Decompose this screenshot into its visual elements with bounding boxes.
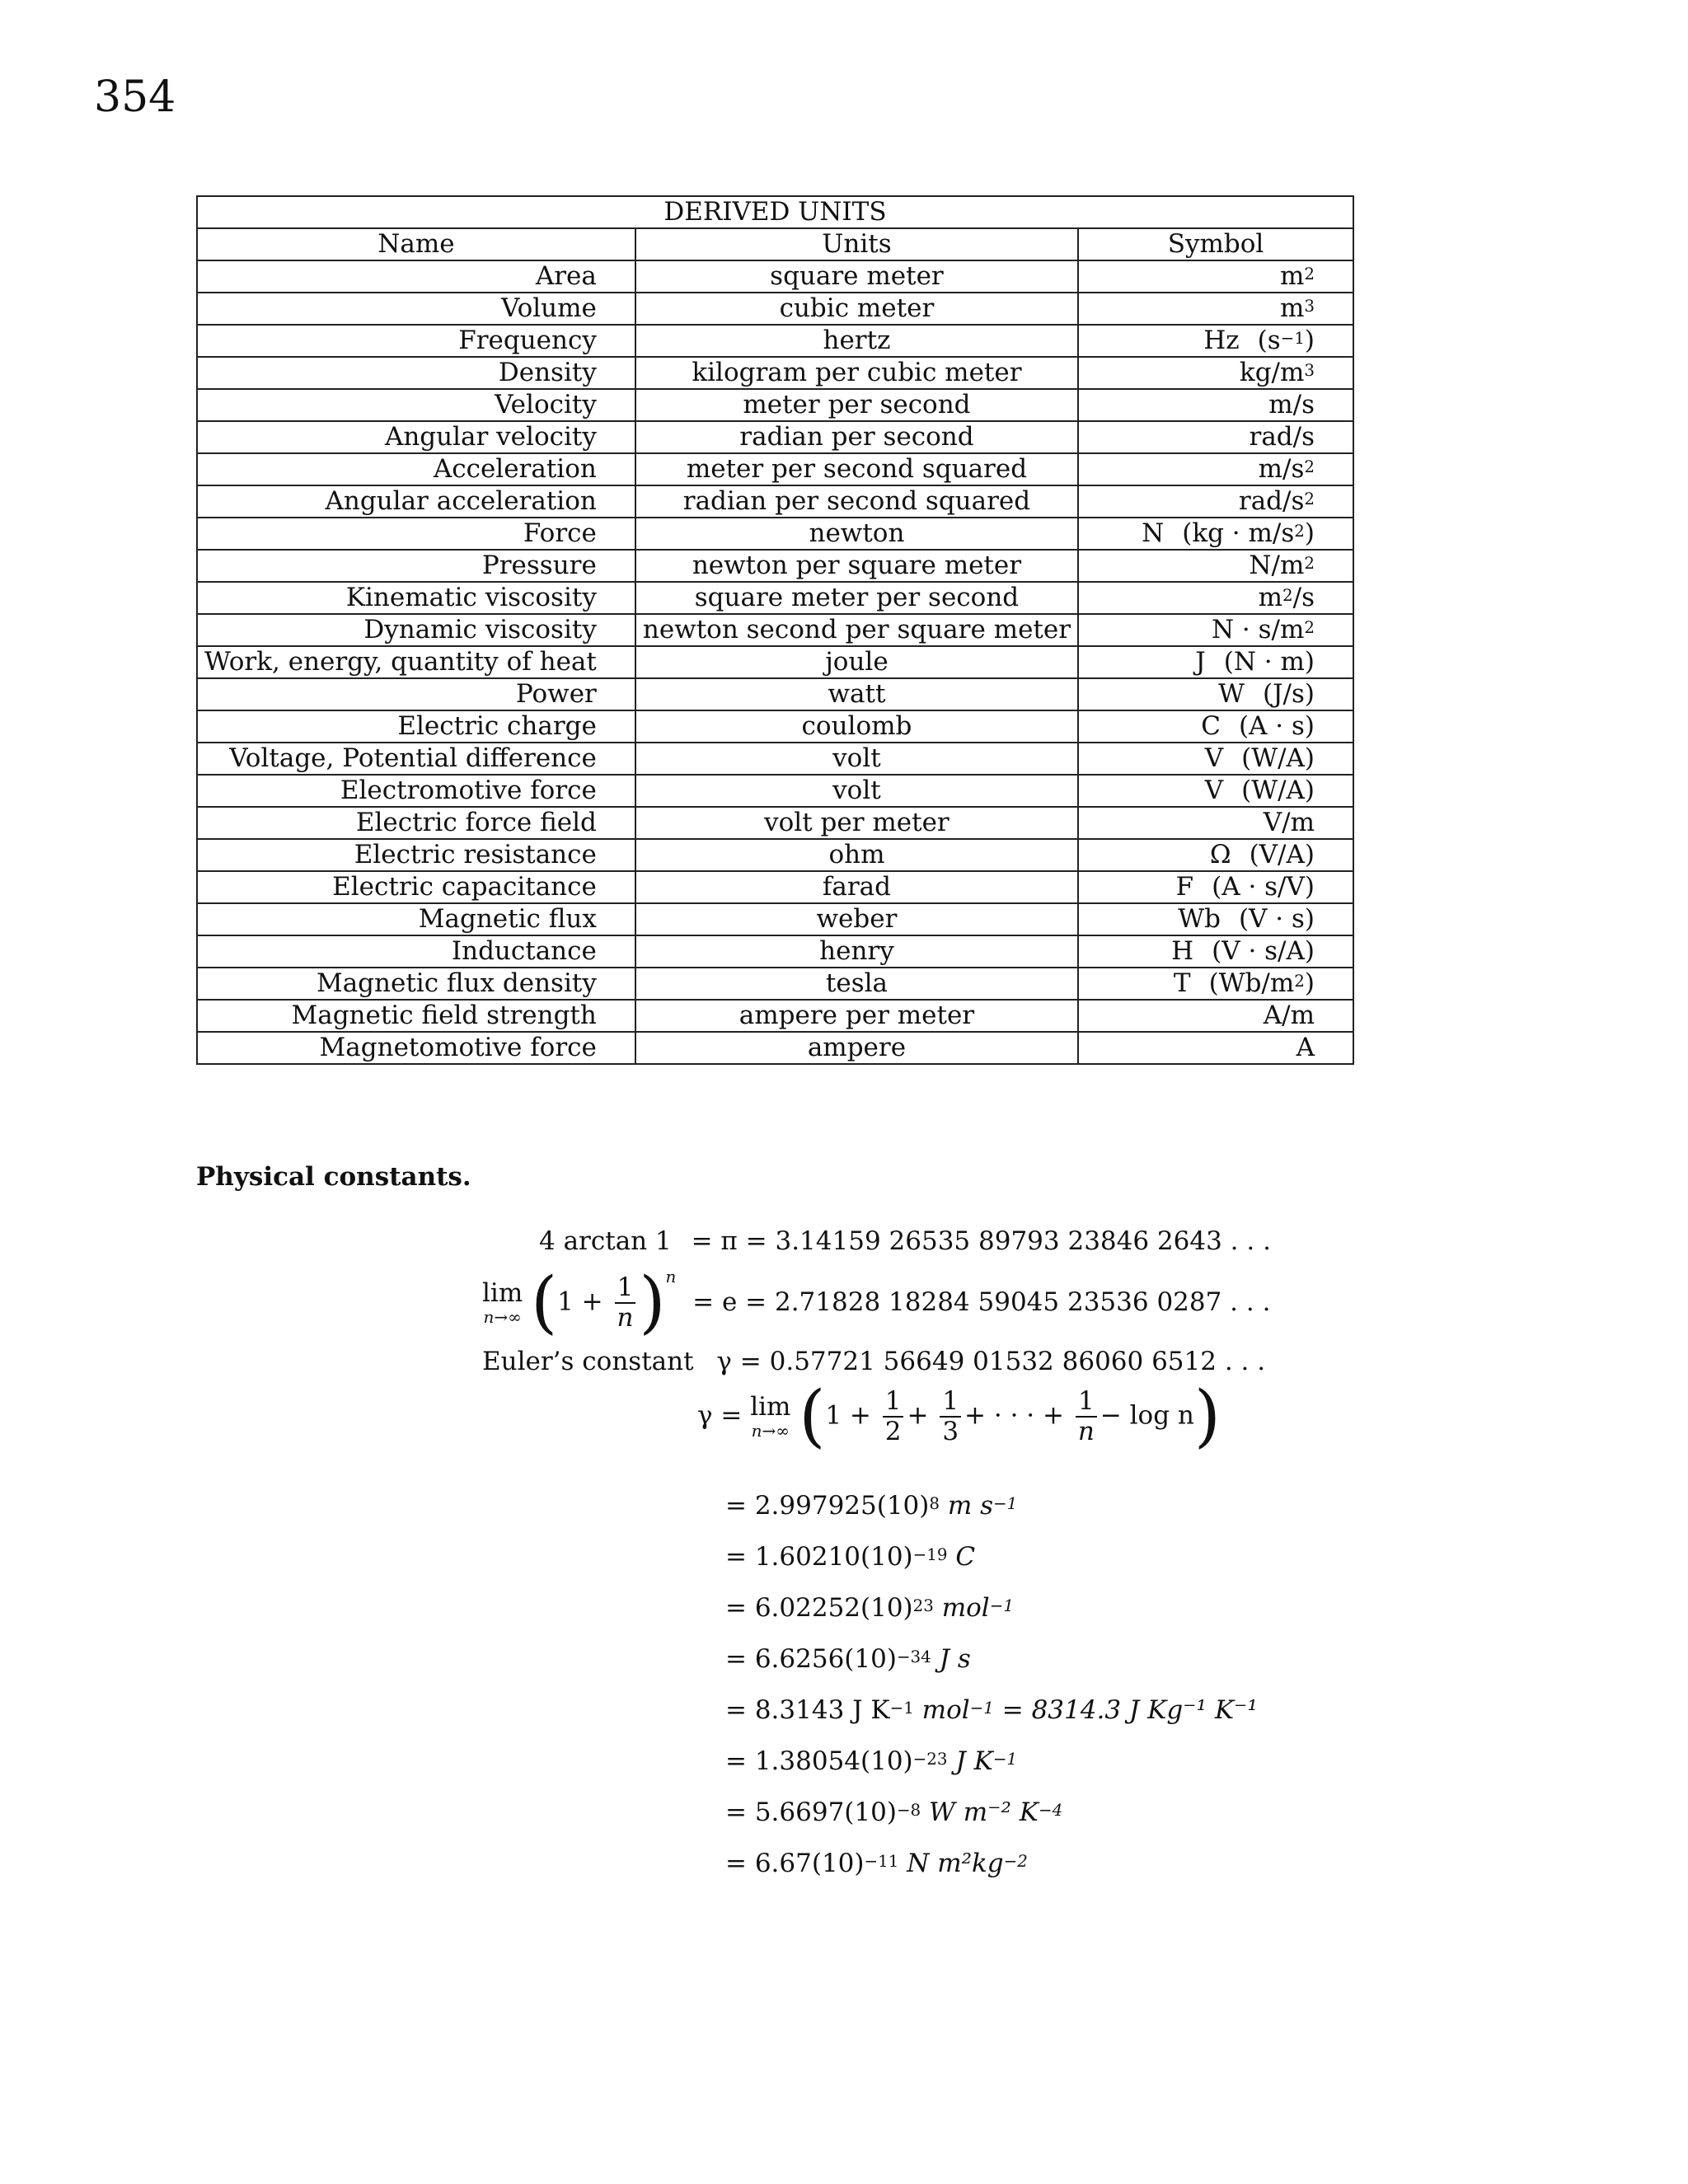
symbol-short: C bbox=[1201, 711, 1221, 741]
value-text: = 8.3143 J K bbox=[725, 1695, 890, 1725]
unit-symbol bbox=[1078, 1000, 1353, 1032]
gamma-limit-equation bbox=[697, 1377, 1221, 1455]
unit-name: Work, energy, quantity of heat bbox=[197, 646, 635, 678]
unit-symbol bbox=[1078, 293, 1353, 325]
pi-lhs: 4 arctan 1 bbox=[539, 1226, 672, 1256]
table-row bbox=[197, 807, 1353, 839]
unit-units: square meter bbox=[635, 260, 1078, 293]
constant-value bbox=[725, 1488, 1017, 1524]
symbol-main: (V · s) bbox=[1238, 904, 1315, 934]
unit-name: Acceleration bbox=[197, 453, 635, 485]
unit-name: Area bbox=[197, 260, 635, 293]
close-paren: ) bbox=[1193, 1377, 1221, 1455]
symbol-main: (s bbox=[1257, 326, 1281, 355]
close-paren: ) bbox=[639, 1263, 666, 1342]
unit-text: J s bbox=[931, 1644, 971, 1674]
page-number: 354 bbox=[94, 73, 176, 122]
one-half bbox=[883, 1387, 904, 1446]
value-exponent: −34 bbox=[896, 1647, 931, 1667]
symbol-short: T bbox=[1173, 968, 1191, 998]
value-exponent: −8 bbox=[896, 1801, 921, 1821]
unit-units: kilogram per cubic meter bbox=[635, 357, 1078, 389]
unit-name: Electric resistance bbox=[197, 839, 635, 871]
header-symbol: Symbol bbox=[1078, 228, 1353, 260]
table-row bbox=[197, 582, 1353, 614]
lim-text: lim bbox=[482, 1278, 523, 1308]
symbol-main: m/s bbox=[1258, 454, 1305, 484]
unit-symbol bbox=[1078, 903, 1353, 935]
frac-numerator: 1 bbox=[615, 1273, 636, 1304]
unit-exponent: −4 bbox=[1038, 1801, 1063, 1821]
unit-units: square meter per second bbox=[635, 582, 1078, 614]
e-equation bbox=[482, 1263, 1271, 1342]
table-row bbox=[197, 968, 1353, 1000]
table-row bbox=[197, 260, 1353, 293]
table-row bbox=[197, 903, 1353, 935]
symbol-main: (kg · m/s bbox=[1182, 518, 1295, 548]
unit-name: Velocity bbox=[197, 389, 635, 421]
physical-constants-heading: Physical constants. bbox=[196, 1162, 471, 1192]
frac-numerator: 1 bbox=[1076, 1387, 1097, 1418]
unit-symbol bbox=[1078, 550, 1353, 582]
unit-symbol bbox=[1078, 582, 1353, 614]
symbol-short: F bbox=[1175, 872, 1194, 902]
symbol-main: (N · m) bbox=[1223, 647, 1315, 677]
table-row bbox=[197, 775, 1353, 807]
unit-units: weber bbox=[635, 903, 1078, 935]
table-row bbox=[197, 389, 1353, 421]
symbol-exponent: 2 bbox=[1304, 490, 1315, 509]
symbol-main: (A · s/V) bbox=[1212, 872, 1315, 902]
one-plus: 1 + bbox=[825, 1400, 871, 1431]
symbol-short: Hz bbox=[1203, 326, 1240, 355]
symbol-tail: ) bbox=[1304, 326, 1315, 355]
unit-name: Dynamic viscosity bbox=[197, 614, 635, 646]
euler-constant-line bbox=[482, 1349, 1265, 1375]
table-row bbox=[197, 871, 1353, 903]
pi-rhs: = π = 3.14159 26535 89793 23846 2643 . . . bbox=[691, 1226, 1271, 1256]
derived-units-table bbox=[196, 195, 1354, 1065]
unit-units: cubic meter bbox=[635, 293, 1078, 325]
symbol-main: (A · s) bbox=[1238, 711, 1315, 741]
symbol-main: (V/A) bbox=[1249, 840, 1315, 869]
frac-denominator: 2 bbox=[884, 1417, 902, 1446]
table-row bbox=[197, 550, 1353, 582]
unit-symbol bbox=[1078, 775, 1353, 807]
unit-name: Angular velocity bbox=[197, 421, 635, 453]
symbol-tail: ) bbox=[1304, 968, 1315, 998]
symbol-tail: ) bbox=[1304, 518, 1315, 548]
unit-units: joule bbox=[635, 646, 1078, 678]
unit-symbol bbox=[1078, 646, 1353, 678]
gamma-limit bbox=[750, 1394, 790, 1439]
unit-units: ohm bbox=[635, 839, 1078, 871]
symbol-exponent: 2 bbox=[1282, 586, 1293, 606]
unit-units: meter per second bbox=[635, 389, 1078, 421]
unit-units: newton per square meter bbox=[635, 550, 1078, 582]
unit-symbol bbox=[1078, 839, 1353, 871]
symbol-exponent: 2 bbox=[1294, 972, 1305, 991]
value-text: = 6.67(10) bbox=[725, 1849, 865, 1878]
unit-name: Magnetic flux density bbox=[197, 968, 635, 1000]
symbol-short: H bbox=[1171, 936, 1194, 966]
table-row bbox=[197, 614, 1353, 646]
unit-symbol bbox=[1078, 260, 1353, 293]
symbol-main: m bbox=[1258, 583, 1283, 612]
symbol-main: (W/A) bbox=[1241, 743, 1315, 773]
symbol-exponent: 2 bbox=[1304, 618, 1315, 638]
unit-units: meter per second squared bbox=[635, 453, 1078, 485]
symbol-main: A/m bbox=[1263, 1001, 1315, 1030]
symbol-exponent: −1 bbox=[1280, 329, 1305, 349]
one-plus: 1 + bbox=[557, 1286, 603, 1317]
unit-symbol bbox=[1078, 710, 1353, 743]
table-row bbox=[197, 1000, 1353, 1032]
open-paren: ( bbox=[531, 1263, 558, 1342]
euler-value: γ = 0.57721 56649 01532 86060 6512 . . . bbox=[716, 1347, 1266, 1376]
symbol-main: m/s bbox=[1268, 390, 1315, 419]
unit-name: Force bbox=[197, 518, 635, 550]
symbol-exponent: 3 bbox=[1304, 361, 1315, 381]
plus-sign: + bbox=[907, 1400, 929, 1431]
unit-name: Angular acceleration bbox=[197, 485, 635, 518]
series-ellipsis: + · · · + bbox=[964, 1400, 1064, 1431]
unit-name: Pressure bbox=[197, 550, 635, 582]
symbol-main: m bbox=[1279, 261, 1305, 291]
constant-value bbox=[725, 1692, 1258, 1728]
table-caption: DERIVED UNITS bbox=[197, 196, 1353, 228]
symbol-exponent: 2 bbox=[1304, 265, 1315, 284]
unit-symbol bbox=[1078, 614, 1353, 646]
frac-numerator: 1 bbox=[940, 1387, 961, 1418]
symbol-main: rad/s bbox=[1249, 422, 1315, 452]
constant-value bbox=[725, 1845, 1028, 1882]
unit-symbol bbox=[1078, 389, 1353, 421]
unit-name: Power bbox=[197, 678, 635, 710]
symbol-short: Ω bbox=[1209, 840, 1231, 869]
unit-name: Magnetic field strength bbox=[197, 1000, 635, 1032]
lim-text: lim bbox=[750, 1392, 791, 1422]
value-exponent: −1 bbox=[889, 1699, 914, 1718]
unit-symbol bbox=[1078, 325, 1353, 357]
unit-name: Electric force field bbox=[197, 807, 635, 839]
unit-text: W m⁻² K bbox=[921, 1797, 1039, 1827]
table-row bbox=[197, 357, 1353, 389]
unit-symbol bbox=[1078, 968, 1353, 1000]
unit-name: Magnetomotive force bbox=[197, 1032, 635, 1064]
pi-equation bbox=[539, 1226, 1271, 1256]
value-exponent: −19 bbox=[912, 1545, 948, 1565]
unit-exponent: −1 bbox=[969, 1699, 994, 1718]
unit-text: J K bbox=[947, 1746, 993, 1776]
unit-symbol bbox=[1078, 421, 1353, 453]
unit-text: C bbox=[947, 1542, 976, 1572]
symbol-main: rad/s bbox=[1238, 486, 1305, 516]
unit-units: volt per meter bbox=[635, 807, 1078, 839]
table-row bbox=[197, 485, 1353, 518]
table-row bbox=[197, 743, 1353, 775]
one-over-n bbox=[1076, 1387, 1097, 1446]
unit-name: Inductance bbox=[197, 935, 635, 968]
table-row bbox=[197, 293, 1353, 325]
symbol-main: (Wb/m bbox=[1208, 968, 1295, 998]
gamma-lhs: γ = bbox=[697, 1400, 743, 1431]
unit-name: Electric capacitance bbox=[197, 871, 635, 903]
table-row bbox=[197, 646, 1353, 678]
value-text: = 1.60210(10) bbox=[725, 1542, 913, 1572]
value-exponent: 23 bbox=[912, 1596, 934, 1616]
frac-numerator: 1 bbox=[883, 1387, 904, 1418]
unit-units: ampere bbox=[635, 1032, 1078, 1064]
unit-units: farad bbox=[635, 871, 1078, 903]
unit-name: Magnetic flux bbox=[197, 903, 635, 935]
symbol-main: N · s/m bbox=[1211, 615, 1305, 644]
unit-units: volt bbox=[635, 775, 1078, 807]
unit-exponent: −2 bbox=[1003, 1852, 1028, 1872]
table-row bbox=[197, 1032, 1353, 1064]
symbol-short: V bbox=[1204, 776, 1224, 805]
unit-exponent: −1 bbox=[993, 1494, 1018, 1514]
unit-text: mol bbox=[933, 1593, 990, 1623]
unit-units: ampere per meter bbox=[635, 1000, 1078, 1032]
header-name: Name bbox=[197, 228, 635, 260]
constant-value bbox=[725, 1539, 975, 1575]
unit-name: Electromotive force bbox=[197, 775, 635, 807]
one-third bbox=[940, 1387, 961, 1446]
unit-name: Voltage, Potential difference bbox=[197, 743, 635, 775]
symbol-main: N/m bbox=[1249, 551, 1305, 580]
unit-symbol bbox=[1078, 743, 1353, 775]
value-text: = 6.02252(10) bbox=[725, 1593, 913, 1623]
value-text: = 2.997925(10) bbox=[725, 1491, 930, 1521]
frac-denominator: n bbox=[617, 1303, 634, 1333]
unit-symbol bbox=[1078, 357, 1353, 389]
frac-denominator: 3 bbox=[942, 1417, 959, 1446]
symbol-short: J bbox=[1195, 647, 1206, 677]
value-text: = 1.38054(10) bbox=[725, 1746, 913, 1776]
unit-units: volt bbox=[635, 743, 1078, 775]
unit-symbol bbox=[1078, 807, 1353, 839]
symbol-main: (V · s/A) bbox=[1212, 936, 1315, 966]
euler-label: Euler’s constant bbox=[482, 1347, 694, 1376]
unit-text: mol bbox=[913, 1695, 970, 1725]
symbol-short: N bbox=[1142, 518, 1165, 548]
unit-symbol bbox=[1078, 518, 1353, 550]
open-paren: ( bbox=[799, 1377, 826, 1455]
constant-value bbox=[725, 1641, 971, 1677]
constant-value bbox=[725, 1743, 1017, 1779]
unit-name: Electric charge bbox=[197, 710, 635, 743]
table-header-row bbox=[197, 228, 1353, 260]
constant-value bbox=[725, 1794, 1062, 1830]
symbol-main: (W/A) bbox=[1241, 776, 1315, 805]
unit-text: N m²kg bbox=[898, 1849, 1004, 1878]
value-exponent: −23 bbox=[912, 1750, 948, 1769]
unit-symbol bbox=[1078, 485, 1353, 518]
unit-name: Frequency bbox=[197, 325, 635, 357]
unit-name: Volume bbox=[197, 293, 635, 325]
unit-units: henry bbox=[635, 935, 1078, 968]
symbol-short: V bbox=[1204, 743, 1224, 773]
header-units: Units bbox=[635, 228, 1078, 260]
symbol-exponent: 2 bbox=[1304, 457, 1315, 477]
symbol-short: Wb bbox=[1178, 904, 1221, 934]
table-row bbox=[197, 518, 1353, 550]
table-row bbox=[197, 421, 1353, 453]
unit-symbol bbox=[1078, 1032, 1353, 1064]
unit-symbol bbox=[1078, 871, 1353, 903]
unit-units: tesla bbox=[635, 968, 1078, 1000]
value-text: = 6.6256(10) bbox=[725, 1644, 897, 1674]
symbol-main: A bbox=[1296, 1033, 1315, 1062]
symbol-main: (J/s) bbox=[1263, 679, 1315, 709]
unit-name: Kinematic viscosity bbox=[197, 582, 635, 614]
e-limit bbox=[482, 1278, 523, 1327]
power-n: n bbox=[665, 1267, 677, 1286]
symbol-main: V/m bbox=[1263, 808, 1315, 837]
symbol-exponent: 3 bbox=[1304, 297, 1315, 316]
unit-units: newton second per square meter bbox=[635, 614, 1078, 646]
frac-denominator: n bbox=[1077, 1417, 1095, 1446]
lim-subscript: n→∞ bbox=[483, 1307, 522, 1327]
table-row bbox=[197, 453, 1353, 485]
symbol-exponent: 2 bbox=[1294, 522, 1305, 541]
unit-name: Density bbox=[197, 357, 635, 389]
table-row bbox=[197, 839, 1353, 871]
e-rhs: = e = 2.71828 18284 59045 23536 0287 . . . bbox=[692, 1286, 1271, 1317]
unit-units: radian per second bbox=[635, 421, 1078, 453]
one-over-n bbox=[615, 1273, 636, 1333]
value-text: = 5.6697(10) bbox=[725, 1797, 897, 1827]
symbol-main: kg/m bbox=[1239, 358, 1305, 387]
value-exponent: −11 bbox=[864, 1852, 899, 1872]
unit-exponent: −1 bbox=[989, 1596, 1014, 1616]
unit-units: coulomb bbox=[635, 710, 1078, 743]
symbol-main: m bbox=[1279, 293, 1305, 323]
table-caption-row bbox=[197, 196, 1353, 228]
table-row bbox=[197, 935, 1353, 968]
lim-subscript: n→∞ bbox=[751, 1421, 790, 1441]
constant-value bbox=[725, 1590, 1014, 1626]
unit-symbol bbox=[1078, 678, 1353, 710]
unit-units: radian per second squared bbox=[635, 485, 1078, 518]
unit-symbol bbox=[1078, 935, 1353, 968]
unit-symbol bbox=[1078, 453, 1353, 485]
unit-exponent: −1 bbox=[992, 1750, 1018, 1769]
unit-units: newton bbox=[635, 518, 1078, 550]
symbol-tail: /s bbox=[1292, 583, 1315, 612]
unit-units: hertz bbox=[635, 325, 1078, 357]
unit-units: watt bbox=[635, 678, 1078, 710]
symbol-short: W bbox=[1218, 679, 1245, 709]
table-row bbox=[197, 710, 1353, 743]
symbol-exponent: 2 bbox=[1304, 554, 1315, 574]
minus-log-n: − log n bbox=[1100, 1400, 1194, 1431]
value-tail: = 8314.3 J Kg⁻¹ K⁻¹ bbox=[993, 1695, 1258, 1725]
table-row bbox=[197, 678, 1353, 710]
table-row bbox=[197, 325, 1353, 357]
unit-text: m s bbox=[940, 1491, 994, 1521]
value-exponent: 8 bbox=[929, 1494, 940, 1514]
